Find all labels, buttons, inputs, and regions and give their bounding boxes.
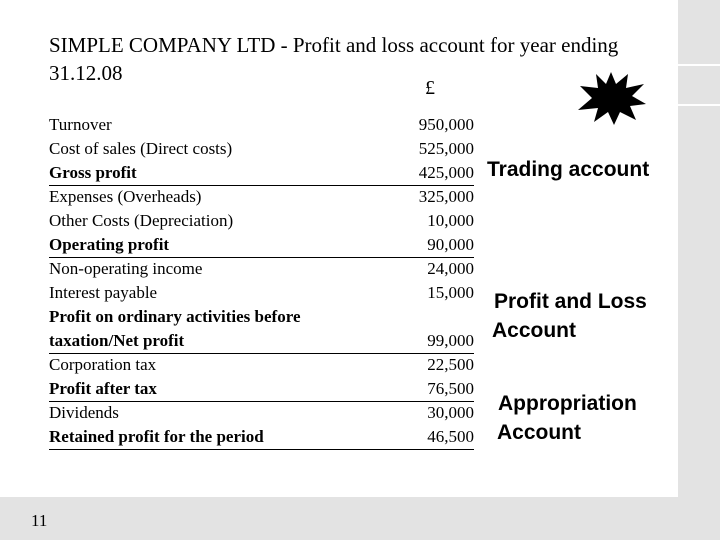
section-trading-account: Trading account xyxy=(487,158,650,181)
row-label: taxation/Net profit xyxy=(49,331,185,350)
right-decor-band xyxy=(678,0,720,540)
row-label: Other Costs (Depreciation) xyxy=(49,211,234,230)
row-corporation-tax xyxy=(49,354,474,378)
row-cost-of-sales xyxy=(49,138,474,162)
row-amount: 525,000 xyxy=(418,139,474,158)
row-label: Expenses (Overheads) xyxy=(49,187,202,206)
row-amount: 10,000 xyxy=(427,211,474,230)
section-profit-loss-line1: Profit and Loss xyxy=(494,290,647,313)
row-interest-payable xyxy=(49,282,474,306)
section-profit-loss-line2: Account xyxy=(492,319,576,342)
row-amount: 325,000 xyxy=(418,187,474,206)
currency-symbol: £ xyxy=(425,77,435,99)
row-profit-ordinary-activities xyxy=(49,306,474,330)
row-profit-after-tax xyxy=(49,378,474,402)
row-amount: 90,000 xyxy=(427,235,474,254)
row-label: Cost of sales (Direct costs) xyxy=(49,139,233,158)
section-appropriation-line1: Appropriation xyxy=(498,392,637,415)
row-label: Dividends xyxy=(49,403,119,422)
row-label: Corporation tax xyxy=(49,355,157,374)
row-label: Operating profit xyxy=(49,235,170,254)
row-amount: 22,500 xyxy=(427,355,474,374)
row-amount: 76,500 xyxy=(427,379,474,398)
row-amount: 99,000 xyxy=(427,331,474,350)
row-label: Profit on ordinary activities before xyxy=(49,307,301,326)
row-label: Profit after tax xyxy=(49,379,157,398)
row-label: Turnover xyxy=(49,115,112,134)
profit-loss-statement xyxy=(49,114,474,450)
row-amount: 46,500 xyxy=(427,427,474,446)
band-divider xyxy=(678,104,720,106)
row-amount: 30,000 xyxy=(427,403,474,422)
row-dividends xyxy=(49,402,474,426)
row-label: Gross profit xyxy=(49,163,137,182)
row-label: Non-operating income xyxy=(49,259,203,278)
row-net-profit xyxy=(49,330,474,354)
row-label: Interest payable xyxy=(49,283,158,302)
row-non-operating-income xyxy=(49,258,474,282)
row-amount: 15,000 xyxy=(427,283,474,302)
section-appropriation-line2: Account xyxy=(497,421,581,444)
row-amount: 425,000 xyxy=(418,163,474,182)
explosion-burst-icon xyxy=(576,70,646,126)
row-label: Retained profit for the period xyxy=(49,427,264,446)
page-title: SIMPLE COMPANY LTD - Profit and loss account for year ending 31.12.08 xyxy=(49,33,619,85)
row-gross-profit xyxy=(49,162,474,186)
row-expenses xyxy=(49,186,474,210)
bottom-decor-band xyxy=(0,497,720,540)
page-number: 11 xyxy=(31,511,48,530)
row-operating-profit xyxy=(49,234,474,258)
row-other-costs xyxy=(49,210,474,234)
row-retained-profit xyxy=(49,426,474,450)
row-turnover xyxy=(49,114,474,138)
row-amount: 950,000 xyxy=(418,115,474,134)
row-amount: 24,000 xyxy=(427,259,474,278)
band-divider xyxy=(678,64,720,66)
